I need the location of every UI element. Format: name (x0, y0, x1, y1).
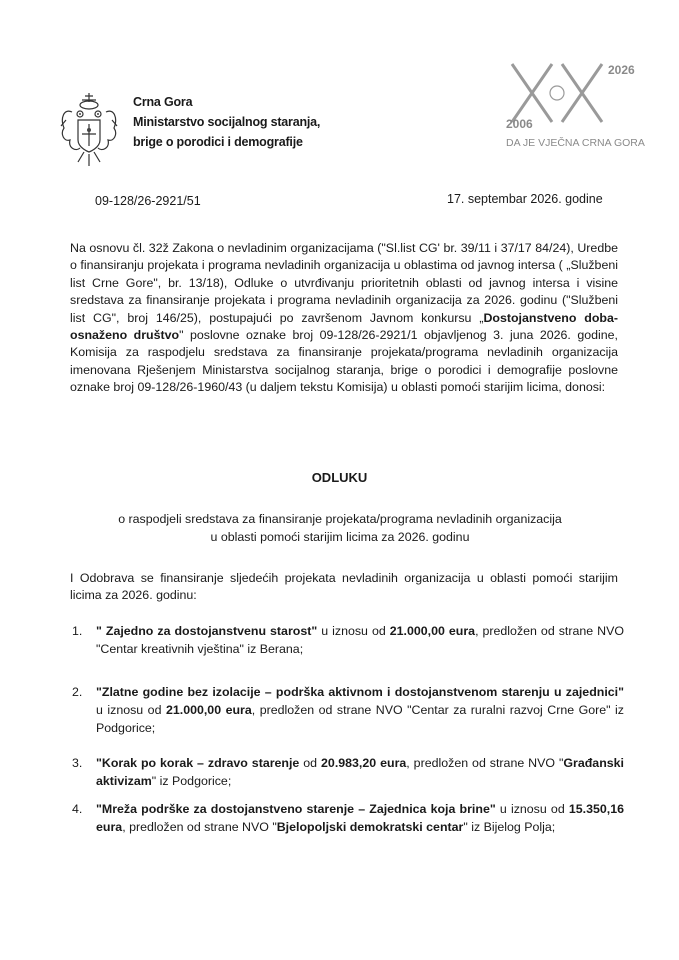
item-text: , predložen od strane NVO " (122, 820, 277, 834)
item-text: u iznosu od (495, 802, 569, 816)
logo-year-right: 2026 (608, 63, 635, 77)
ministry-header (133, 92, 320, 152)
item-text: , predložen od strane NVO "Centar kreativnih vještina" iz Berana; (96, 624, 625, 656)
decision-subtitle (90, 510, 590, 546)
project-name: "Korak po korak – zdravo starenje (96, 756, 300, 770)
lead-paragraph: I Odobrava se finansiranje sljedećih projekata nevladinih organizacija u oblasti pomoći starijim licima za 2026. godinu: (70, 571, 618, 603)
header-country: Crna Gora (133, 95, 193, 109)
project-amount: 21.000,00 eura (389, 624, 476, 638)
item-number: 1. (72, 624, 83, 638)
subtitle-line-2: u oblasti pomoći starijim licima za 2026. godinu (210, 530, 470, 544)
contest-name: Dostojanstveno doba-osnaženo društvo (70, 310, 618, 343)
intro-text-2: " poslovne oznake broj 09-128/26-2921/1 objavljenog 3. juna 2026. godine, Komisija za raspodjelu sredstava za finansiranje projekata/programa nevladinih organizacija imenovana Rješenjem Ministarstva socijalnog staranja, brige o porodici i demografije poslovne oznake broj 09-128/26-1960/43 (u daljem tekstu Komisija) u oblasti pomoći starijim licima, donosi: (70, 328, 618, 395)
item-text: u iznosu od (96, 703, 166, 717)
logo-year-left: 2006 (506, 117, 533, 131)
anniversary-logo (500, 62, 670, 154)
item-text: u iznosu od (317, 624, 390, 638)
header-ministry-cont: brige o porodici i demografije (133, 135, 303, 149)
intro-text-1: Na osnovu čl. 32ž Zakona o nevladinim organizacijama ("Sl.list CG' br. 39/11 i 37/17 84/24), Uredbe o finansiranju projekata i programa nevladinih organizacija u oblastima od javnog intersa ( „Službeni list Crne Gore", br. 13/18), Odluke o utvrđivanju prioritetnih oblasti od javnog intersa i visine sredstava za finansiranje projekata i programa nevladinih organizacija za 2026. godinu ("Službeni list CG", broj 146/25), postupajući po završenom Javnom konkursu „ (70, 241, 618, 325)
item-text: od (299, 756, 322, 770)
document-date: 17. septembar 2026. godine (447, 192, 603, 206)
organization-name: Građanski aktivizam (96, 756, 624, 788)
project-name: " Zajedno za dostojanstvenu starost" (96, 624, 318, 638)
organization-name: Bjelopoljski demokratski centar (276, 820, 464, 834)
logo-slogan: DA JE VJEČNA CRNA GORA (506, 137, 645, 149)
subtitle-line-1: o raspodjeli sredstava za finansiranje projekata/programa nevladinih organizacija (118, 512, 562, 526)
item-text: " iz Bijelog Polja; (463, 820, 556, 834)
intro-paragraph (70, 240, 618, 397)
document-number: 09-128/26-2921/51 (95, 194, 201, 208)
crest-small-icon (550, 86, 564, 100)
item-number: 3. (72, 756, 83, 770)
project-amount: 21.000,00 eura (165, 703, 252, 717)
item-text: , predložen od strane NVO "Centar za ruralni razvoj Crne Gore" iz Podgorice; (96, 703, 624, 735)
project-name: "Zlatne godine bez izolacije – podrška aktivnom i dostojanstvenom starenju u zajednici" (96, 685, 624, 699)
project-name: "Mreža podrške za dostojanstveno starenje – Zajednica koja brine" (96, 802, 496, 816)
project-amount: 15.350,16 eura (96, 802, 624, 834)
header-ministry: Ministarstvo socijalnog staranja, (133, 115, 321, 129)
project-amount: 20.983,20 eura (321, 756, 407, 770)
item-number: 4. (72, 802, 83, 816)
coat-of-arms-icon (58, 90, 120, 172)
item-number: 2. (72, 685, 83, 699)
decision-title: ODLUKU (311, 470, 368, 485)
item-text: " iz Podgorice; (151, 774, 232, 788)
item-text: , predložen od strane NVO " (406, 756, 564, 770)
